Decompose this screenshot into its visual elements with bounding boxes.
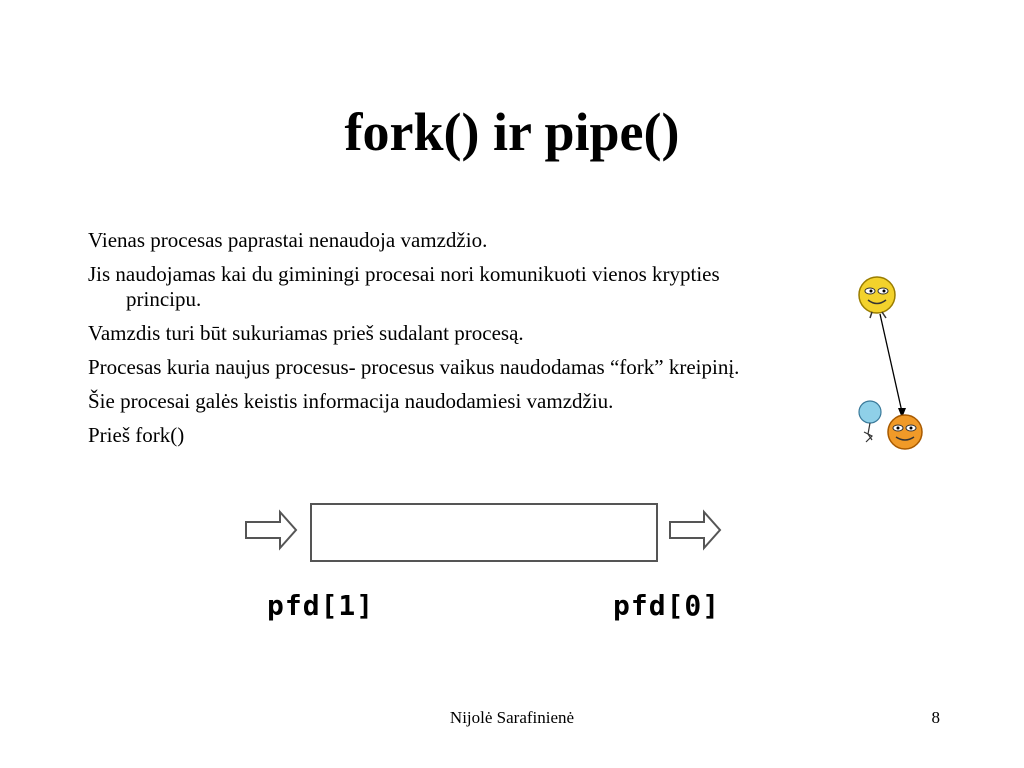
bullet-list: [88, 228, 748, 457]
bullet-item: Prieš fork(): [88, 423, 185, 447]
slide-title: fork() ir pipe(): [344, 102, 680, 162]
output-arrow-icon: [670, 512, 720, 548]
bullet-item: Jis naudojamas kai du giminingi procesai nori komunikuoti vienos krypties principu.: [88, 262, 720, 311]
input-arrow-icon: [246, 512, 296, 548]
page-number: 8: [931, 708, 940, 727]
bullet-item: Šie procesai galės keistis informacija naudodamiesi vamzdžiu.: [88, 389, 614, 413]
bullet-item: Procesas kuria naujus procesus- procesus vaikus naudodamas “fork” kreipinį.: [88, 355, 740, 379]
bullet-item: Vienas procesas paprastai nenaudoja vamzdžio.: [88, 228, 488, 252]
bullet-item: Vamzdis turi būt sukuriamas prieš sudalant procesą.: [88, 321, 524, 345]
smiley-face-icon: [859, 277, 895, 318]
write-end-label: pfd[1]: [267, 589, 375, 622]
read-end-label: pfd[0]: [613, 589, 721, 622]
emoticon-clipart: [850, 272, 940, 457]
arrow-icon: [880, 314, 906, 418]
smiley-with-balloon-icon: [859, 401, 922, 449]
pipe-box: [311, 504, 657, 561]
footer-author: Nijolė Sarafinienė: [449, 708, 575, 727]
